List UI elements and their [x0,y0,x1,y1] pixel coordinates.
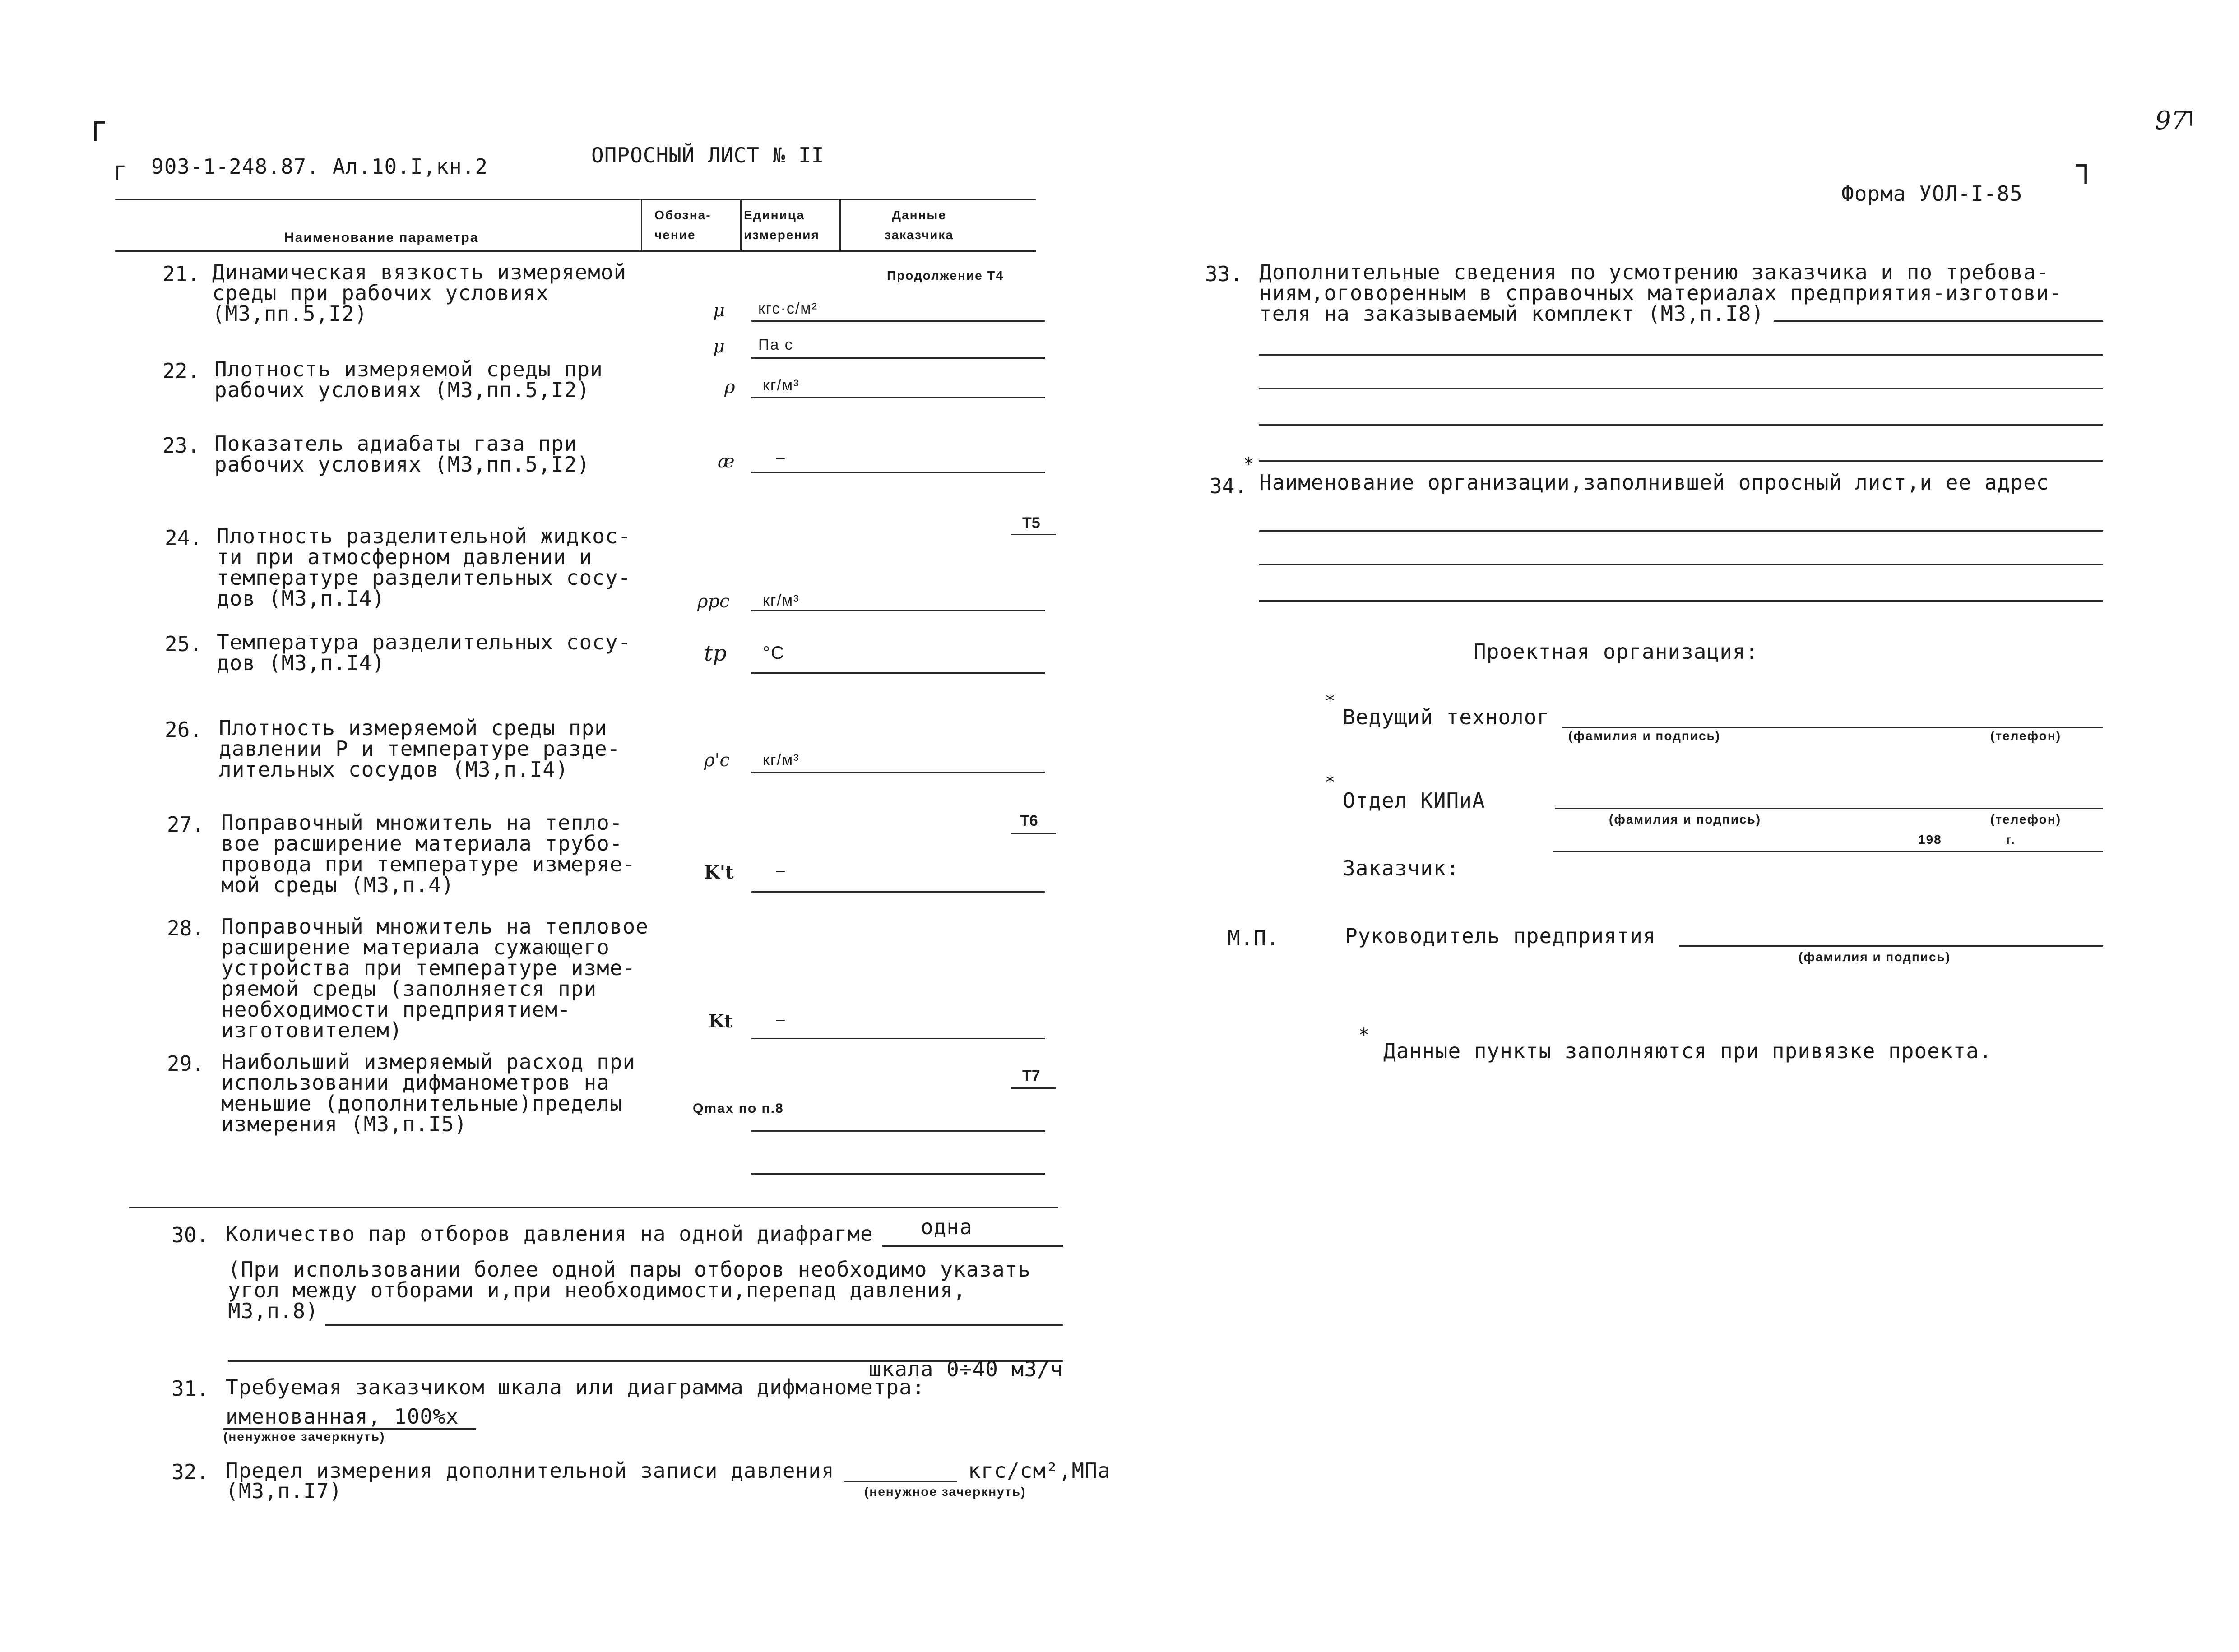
item-23-text: Показатель адиабаты газа при рабочих условиях (М3,пп.5,I2) [214,431,590,477]
header-divider-3 [839,199,841,250]
item-31-sub-note: (ненужное зачеркнуть) [223,1430,385,1444]
header-col-data: Данные заказчика [885,208,954,242]
item-21-number: 21. [162,262,200,286]
item-29-table-tag: Т7 [1022,1067,1040,1084]
item-28-text: Поправочный множитель на тепловое расширение материала сужающего устройства при температуре изме- ряемой среды (заполняется при необходимости предприятием- изготовителем) [221,914,649,1042]
item-31-value: шкала 0÷40 м3/ч [869,1357,1063,1381]
item-25-text: Температура разделительных сосу- дов (М3,п.I4) [217,630,631,675]
item-28-rule [751,1038,1045,1039]
year-suffix: г. [2006,833,2016,847]
item-26-number: 26. [165,717,203,742]
table-header-bottom-rule [115,250,1036,252]
lead-tech-star: * [1325,691,1336,712]
item-33-rule-3 [1259,424,2103,426]
item-25-number: 25. [165,632,203,656]
dept-phone: (телефон) [1990,812,2062,826]
footnote-text: Данные пункты заполняются при привязке проекта. [1383,1039,1992,1063]
item-34-rule-3 [1259,600,2103,602]
item-26-symbol: ρ'с [704,750,730,771]
item-34-star: * [1243,454,1255,475]
project-org-label: Проектная организация: [1474,639,1759,664]
item-29-text: Наибольший измеряемый расход при использовании дифманометров на меньшие (дополнительные)пределы измерения (М3,п.I5) [221,1050,636,1136]
item-33-rule-1 [1259,354,2103,356]
item-25-symbol: tр [704,641,727,666]
item-27-symbol: K't [704,862,734,883]
item-33-rule-0 [1774,320,2103,322]
table-top-rule [115,199,1036,200]
lead-tech-label: Ведущий технолог [1343,705,1550,729]
item-30-number: 30. [172,1223,209,1247]
header-divider-1 [641,199,642,250]
header-divider-2 [740,199,742,250]
lead-tech-name-sign: (фамилия и подпись) [1568,729,1721,743]
item-29-tag-rule [1011,1087,1056,1089]
item-25-unit: °С [763,643,785,663]
head-name-sign: (фамилия и подпись) [1799,950,1951,964]
item-34-text: Наименование организации,заполнившей опросный лист,и ее адрес [1259,470,2049,495]
item-30-note-rule [325,1324,1063,1326]
item-21-rule-1 [751,320,1045,322]
item-24-symbol: ρрс [697,591,730,612]
item-34-number: 34. [1210,474,1247,498]
item-21-symbol-1: μ [713,300,725,321]
corner-mark-right: ┐ [2076,147,2095,184]
item-31-number: 31. [172,1376,209,1401]
year-label: 198 [1918,833,1942,847]
item-22-unit: кг/м³ [763,377,800,394]
item-24-unit: кг/м³ [763,592,800,609]
continuation-label: Продолжение Т4 [887,268,1004,282]
item-22-number: 22. [162,359,200,383]
item-29-rule-2 [751,1173,1045,1175]
item-22-rule [751,397,1045,398]
item-29-rule-1 [751,1130,1045,1132]
item-33-number: 33. [1205,262,1243,286]
item-22-symbol: ρ [724,377,735,398]
item-26-rule [751,772,1045,773]
item-32-number: 32. [172,1460,209,1484]
item-32-value-rule [844,1481,957,1482]
customer-label: Заказчик: [1343,856,1460,880]
item-24-number: 24. [165,526,203,550]
item-27-unit: – [776,862,786,879]
item-29-symbol: Qmax по п.8 [693,1101,784,1116]
item-32-text: Предел измерения дополнительной записи давления [226,1458,834,1483]
dept-label: Отдел КИПиА [1343,788,1485,813]
item-21-rule-2 [751,357,1045,359]
item-31-sub: именованная, 100%x [226,1404,459,1429]
header-col-name: Наименование параметра [284,230,479,245]
item-33-rule-2 [1259,388,2103,389]
corner-mark-top-left: ┌ [86,104,105,141]
item-30-value: одна [921,1215,973,1239]
item-25-rule [751,672,1045,674]
item-27-table-tag: Т6 [1020,812,1038,829]
form-label: Форма УОЛ-I-85 [1841,181,2023,206]
item-28-number: 28. [167,916,205,940]
item-23-rule [751,472,1045,473]
item-22-text: Плотность измеряемой среды при рабочих условиях (М3,пп.5,I2) [214,357,603,402]
year-rule [1553,851,2103,852]
document-code: 903-1-248.87. Ал.10.I,кн.2 [151,154,488,179]
item-21-text: Динамическая вязкость измеряемой среды при рабочих условиях (М3,пп.5,I2) [212,260,627,326]
item-24-table-tag: Т5 [1022,514,1040,532]
item-21-symbol-2: μ [713,336,725,357]
item-32-unit-note: (ненужное зачеркнуть) [864,1485,1026,1499]
head-rule [1679,945,2103,947]
dept-rule [1555,808,2103,809]
corner-mark-page-number: ┐ [2184,99,2198,125]
item-32-sub: (М3,п.I7) [226,1479,343,1503]
item-26-text: Плотность измеряемой среды при давлении Р и температуре разде- лительных сосудов (М3,п.I4) [219,716,621,782]
item-24-tag-rule [1011,534,1056,535]
lead-tech-phone: (телефон) [1990,729,2062,743]
footnote-star: * [1358,1025,1370,1046]
item-30-text: Количество пар отборов давления на одной диафрагме [226,1222,873,1246]
item-34-rule-2 [1259,564,2103,565]
item-27-tag-rule [1011,833,1056,834]
item-27-text: Поправочный множитель на тепло- вое расширение материала трубо- провода при температуре измеряе- мой среды (М3,п.4) [221,810,636,897]
corner-mark-header-left: ┌ [111,153,125,180]
item-31-text: Требуемая заказчиком шкала или диаграмма дифманометра: [226,1375,925,1399]
lead-tech-rule [1562,727,2103,728]
item-33-rule-4 [1259,460,2103,462]
section-separator [129,1207,1058,1208]
sheet-title: ОПРОСНЫЙ ЛИСТ № II [591,143,825,167]
item-23-unit: – [776,449,786,466]
dept-star: * [1325,772,1336,793]
header-col-unit: Единица измерения [744,208,820,242]
item-34-rule-1 [1259,530,2103,532]
item-29-number: 29. [167,1051,205,1076]
item-24-text: Плотность разделительной жидкос- ти при атмосферном давлении и температуре разделительных сосу- дов (М3,п.I4) [217,524,631,611]
item-28-symbol: Kt [709,1011,733,1032]
item-28-unit: – [776,1011,786,1028]
item-24-rule [751,610,1045,611]
dept-name-sign: (фамилия и подпись) [1609,812,1762,826]
item-30-note: (При использовании более одной пары отборов необходимо указать угол между отборами и,при необходимости,перепад давления, М3,п.8) [228,1257,1031,1323]
item-21-unit-2: Па с [758,336,793,353]
head-label: Руководитель предприятия [1345,924,1656,948]
item-26-unit: кг/м³ [763,751,800,768]
item-32-unit: кгс/см²,МПа [968,1458,1111,1483]
page-number: 97 [2155,106,2188,135]
item-23-symbol: æ [718,451,735,472]
item-23-number: 23. [162,433,200,458]
item-21-unit-1: кгс·с/м² [758,300,818,317]
stamp-place-label: М.П. [1228,926,1279,950]
item-30-value-rule [882,1245,1063,1247]
header-col-symbol: Обозна- чение [654,208,711,242]
item-27-number: 27. [167,812,205,837]
item-33-text: Дополнительные сведения по усмотрению заказчика и по требова- ниям,оговоренным в справочных материалах предприятия-изготови- теля на заказываемый комплект (М3,п.I8) [1259,260,2063,326]
item-27-rule [751,891,1045,893]
